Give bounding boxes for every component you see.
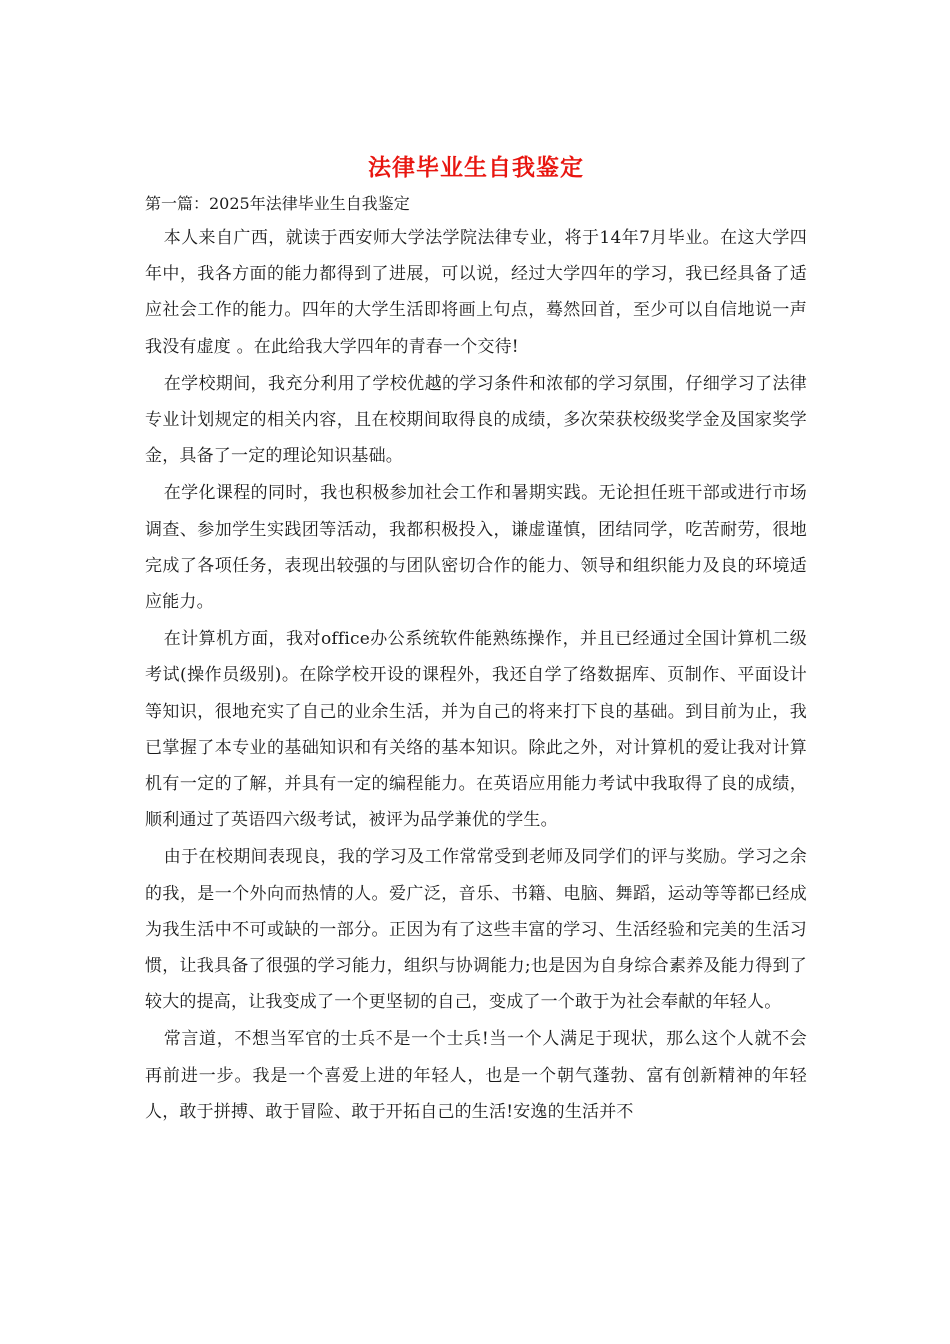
paragraph-practice: 在学化课程的同时，我也积极参加社会工作和暑期实践。无论担任班干部或进行市场调查、参加学生实践团等活动，我都积极投入，谦虚谨慎，团结同学，吃苦耐劳，很地完成了各项任务，表现出较强的与团队密切合作的能力、领导和组织能力及良的环境适应能力。 bbox=[145, 483, 807, 613]
paragraph-personality: 由于在校期间表现良，我的学习及工作常常受到老师及同学们的评与奖励。学习之余的我，是一个外向而热情的人。爱广泛，音乐、书籍、电脑、舞蹈，运动等等都已经成为我生活中不可或缺的一部分。正因为有了这些丰富的学习、生活经验和完美的生活习惯，让我具备了很强的学习能力，组织与协调能力;也是因为自身综合素养及能力得到了较大的提高，让我变成了一个更坚韧的自己，变成了一个敢于为社会奉献的年轻人。 bbox=[145, 847, 807, 1013]
paragraph-computer: 在计算机方面，我对office办公系统软件能熟练操作，并且已经通过全国计算机二级考试(操作员级别)。在除学校开设的课程外，我还自学了络数据库、页制作、平面设计等知识，很地充实了自己的业余生活，并为自己的将来打下良的基础。到目前为止，我已掌握了本专业的基础知识和有关络的基本知识。除此之外，对计算机的爱让我对计算机有一定的了解，并具有一定的编程能力。在英语应用能力考试中我取得了良的成绩，顺利通过了英语四六级考试，被评为品学兼优的学生。 bbox=[145, 629, 807, 831]
paragraph-study: 在学校期间，我充分利用了学校优越的学习条件和浓郁的学习氛围，仔细学习了法律专业计划规定的相关内容，且在校期间取得良的成绩，多次荣获校级奖学金及国家奖学金，具备了一定的理论知识基础。 bbox=[145, 373, 807, 467]
paragraph-intro: 本人来自广西，就读于西安师大学法学院法律专业，将于14年7月毕业。在这大学四年中，我各方面的能力都得到了进展，可以说，经过大学四年的学习，我已经具备了适应社会工作的能力。四年的大学生活即将画上句点，蓦然回首，至少可以自信地说一声 我没有虚度 。在此给我大学四年的青春一个交待! bbox=[145, 228, 807, 357]
paragraph-ambition: 常言道，不想当军官的士兵不是一个士兵!当一个人满足于现状，那么这个人就不会再前进一步。我是一个喜爱上进的年轻人，也是一个朝气蓬勃、富有创新精神的年轻人，敢于拼搏、敢于冒险、敢于开拓自己的生活!安逸的生活并不 bbox=[145, 1029, 807, 1122]
document-body bbox=[145, 150, 807, 1131]
section-subtitle: 第一篇：2025年法律毕业生自我鉴定 bbox=[145, 194, 410, 213]
document-title: 法律毕业生自我鉴定 bbox=[368, 154, 584, 181]
